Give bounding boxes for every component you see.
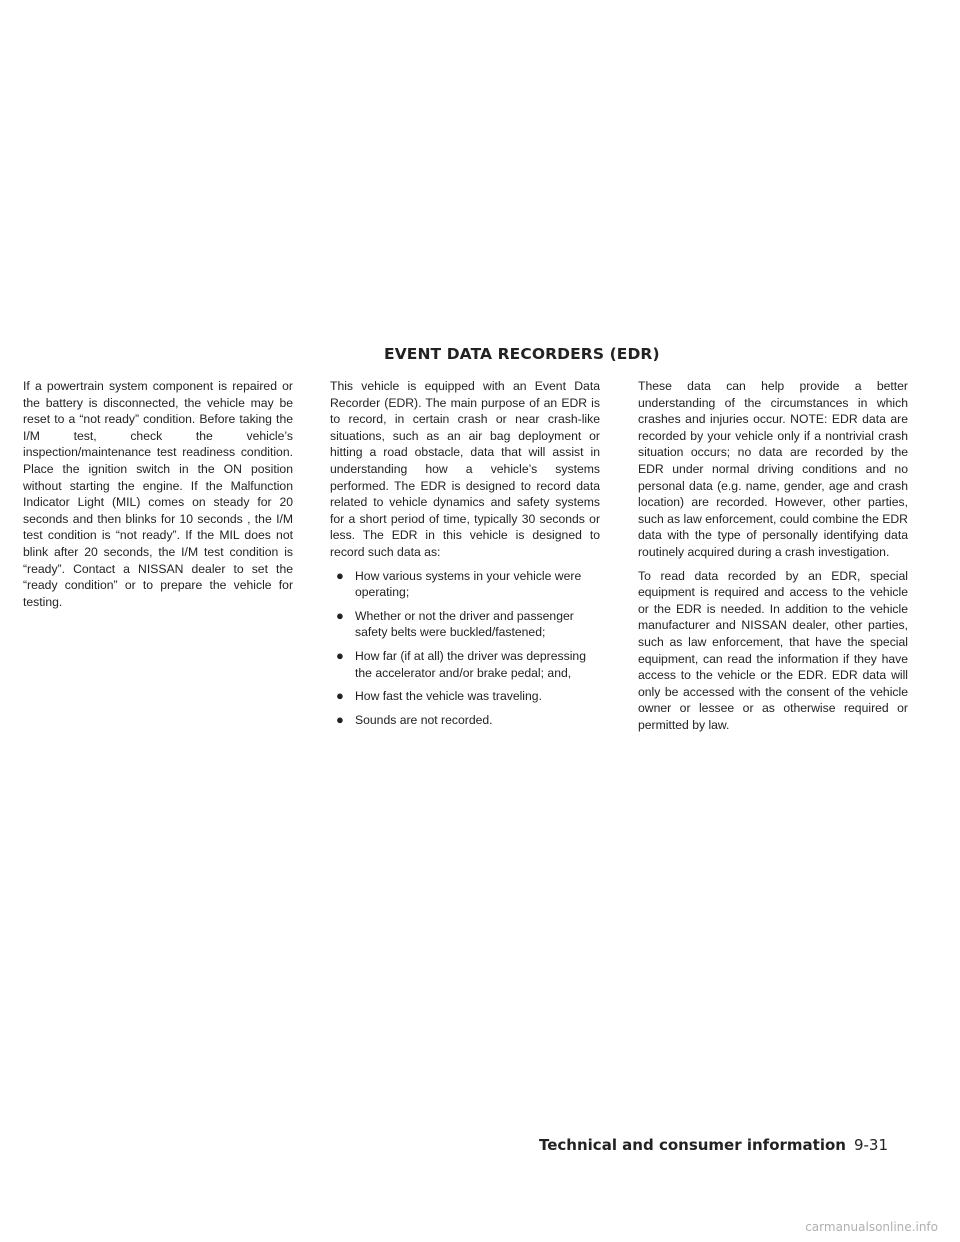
list-item-text: How various systems in your vehicle were operating;	[355, 568, 582, 600]
page-footer	[539, 1136, 888, 1154]
bullet-icon: ●	[336, 567, 344, 583]
bullet-icon: ●	[336, 688, 344, 704]
edr-access-paragraph: To read data recorded by an EDR, special equipment is required and access to the vehicle or the EDR is needed. In addition to the vehicle manufacturer and NISSAN dealer, other parties, such as law enforcement, that have the special equipment, can read the information if they have access to the vehicle or the EDR. EDR data will only be accessed with the consent of the vehicle owner or lessee or as otherwise required or permitted by law.	[638, 568, 908, 732]
list-item	[330, 568, 600, 601]
list-item	[330, 688, 600, 705]
edr-usage-paragraph: These data can help provide a better understanding of the circumstances in which crashes and injuries occur. NOTE: EDR data are recorded by your vehicle only if a nontrivial crash situation occurs; no data are recorded by the EDR under normal driving conditions and no personal data (e.g. name, gender, age and crash location) are recorded. However, other parties, such as law enforcement, could combine the EDR data with the type of personally identifying data routinely acquired during a crash investigation.	[638, 379, 908, 559]
column-3	[638, 378, 908, 740]
list-item-text: Whether or not the driver and passenger safety belts were buckled/fastened;	[355, 608, 574, 640]
footer-section-title: Technical and consumer information	[539, 1136, 846, 1154]
section-heading: EVENT DATA RECORDERS (EDR)	[384, 345, 660, 363]
list-item	[330, 648, 600, 681]
readiness-paragraph: If a powertrain system component is repaired or the battery is disconnected, the vehicle may be reset to a “not ready” condition. Before taking the I/M test, check the vehicle’s inspection/maintenance test readiness condition. Place the ignition switch in the ON position without starting the engine. If the Malfunction Indicator Light (MIL) comes on steady for 20 seconds and then blinks for 10 seconds , the I/M test condition is “not ready”. If the MIL does not blink after 20 seconds, the I/M test condition is “ready”. Contact a NISSAN dealer to set the “ready condition” or to prepare the vehicle for testing.	[23, 379, 293, 609]
list-item-text: Sounds are not recorded.	[355, 712, 493, 727]
bullet-icon: ●	[336, 647, 344, 663]
list-item	[330, 712, 600, 729]
edr-intro-paragraph: This vehicle is equipped with an Event Data Recorder (EDR). The main purpose of an EDR is to record, in certain crash or near crash-like situations, such as an air bag deployment or hitting a road obstacle, data that will assist in understanding how a vehicle’s systems performed. The EDR is designed to record data related to vehicle dynamics and safety systems for a short period of time, typically 30 seconds or less. The EDR in this vehicle is designed to record such data as:	[330, 379, 600, 559]
watermark: carmanualsonline.info	[805, 1220, 938, 1234]
edr-data-list	[330, 568, 600, 729]
list-item-text: How fast the vehicle was traveling.	[355, 689, 542, 704]
bullet-icon: ●	[336, 607, 344, 623]
column-2	[330, 378, 600, 735]
list-item	[330, 608, 600, 641]
bullet-icon: ●	[336, 711, 344, 727]
page-number: 9-31	[853, 1136, 888, 1154]
list-item-text: How far (if at all) the driver was depressing the accelerator and/or brake pedal; and,	[355, 648, 586, 680]
column-1	[23, 378, 293, 617]
